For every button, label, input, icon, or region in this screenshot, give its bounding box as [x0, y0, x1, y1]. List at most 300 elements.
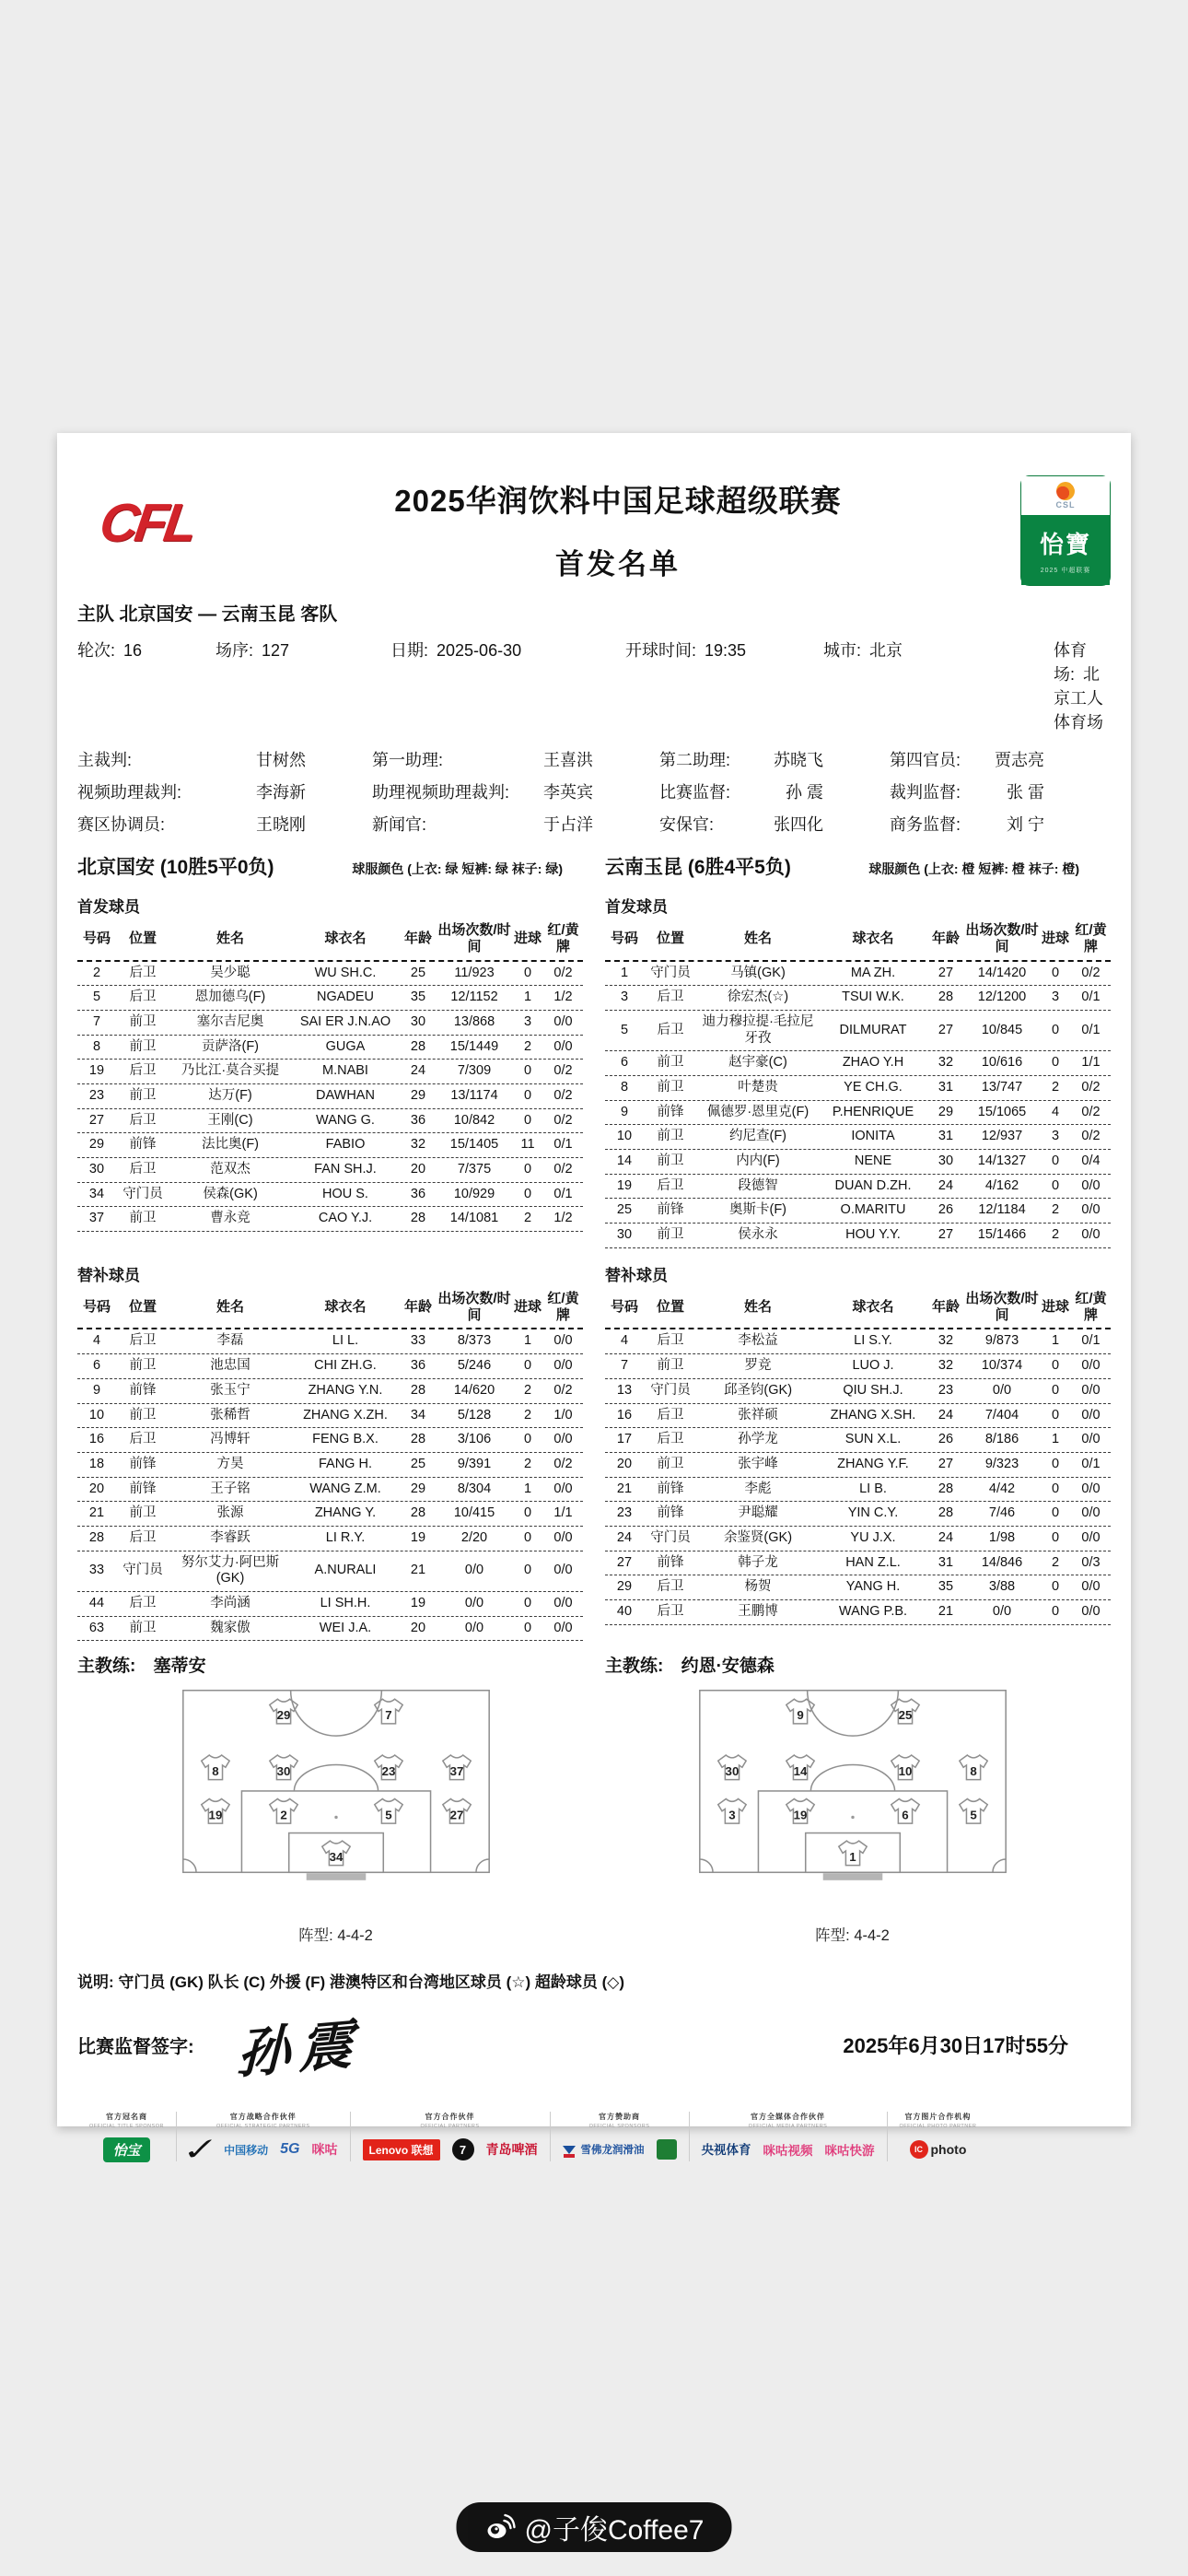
roster-header-cell: 姓名: [215, 1298, 244, 1315]
player-cell: CAO Y.J.: [318, 1211, 373, 1226]
official-name: 于占洋: [543, 815, 593, 834]
player-cell: HAN Z.L.: [845, 1554, 901, 1570]
player-cell: 14/1081: [449, 1211, 499, 1226]
player-cell: 0/2: [1081, 1129, 1101, 1144]
player-cell: 0: [1051, 1529, 1060, 1545]
player-cell: 31: [938, 1080, 954, 1095]
player-cell: 0: [1051, 1055, 1060, 1071]
player-cell: 0: [523, 1505, 532, 1521]
player-cell: 0/1: [553, 1186, 573, 1201]
player-cell: 14/620: [453, 1382, 495, 1398]
player-cell: 后卫: [129, 1432, 157, 1447]
watermark-text: @子俊Coffee7: [524, 2515, 705, 2546]
migugame-logo: 咪咕快游: [824, 2144, 875, 2159]
info-label: 开球时间:: [625, 641, 697, 660]
player-cell: 前锋: [657, 1202, 684, 1218]
sponsor-strip: [77, 2112, 1111, 2168]
player-cell: 守门员: [650, 1382, 691, 1398]
official-role: 主裁判:: [77, 751, 133, 769]
player-cell: 贡萨洛(F): [201, 1038, 259, 1054]
player-cell: 10/929: [453, 1186, 495, 1201]
player-row: [605, 1076, 1111, 1101]
info-label: 体育场:: [1054, 641, 1087, 684]
player-cell: 后卫: [129, 965, 157, 980]
official-name: 苏晓飞: [774, 751, 823, 769]
jersey-number: 14: [793, 1764, 807, 1779]
player-cell: 36: [410, 1112, 426, 1128]
jersey-number: 7: [384, 1708, 392, 1723]
cfl-logo-text: CFL: [96, 492, 197, 553]
player-cell: 前卫: [129, 1088, 157, 1104]
player-cell: 前卫: [657, 1227, 684, 1243]
player-cell: NENE: [854, 1153, 892, 1169]
player-cell: 5: [92, 989, 101, 1005]
player-cell: 27: [938, 965, 954, 980]
player-cell: 守门员: [650, 1529, 691, 1545]
jersey-number: 5: [969, 1808, 977, 1822]
player-cell: FENG B.X.: [312, 1432, 379, 1447]
player-cell: 余鉴贤(GK): [723, 1529, 793, 1545]
team-header-row: [77, 852, 1111, 880]
player-cell: SUN X.L.: [844, 1432, 902, 1447]
home-formation: [77, 1686, 594, 1945]
player-cell: 2: [523, 1456, 532, 1471]
player-row: [605, 1600, 1111, 1625]
player-cell: WANG P.B.: [838, 1604, 908, 1619]
player-cell: 4: [620, 1333, 629, 1349]
player-cell: 0/2: [553, 1162, 573, 1177]
player-cell: 0/0: [553, 1620, 573, 1635]
player-cell: 3/88: [988, 1579, 1016, 1595]
player-row: [77, 986, 583, 1011]
player-cell: 0/0: [553, 1563, 573, 1578]
jersey-number: 5: [384, 1808, 392, 1822]
player-row: [77, 1453, 583, 1478]
player-cell: 奥斯卡(F): [728, 1202, 786, 1218]
sponsor-group: [887, 2112, 989, 2161]
official-role: 助理视频助理裁判:: [372, 783, 510, 802]
player-cell: 前卫: [129, 1620, 157, 1635]
roster-header-cell: 年龄: [403, 1298, 432, 1315]
player-row: [77, 1379, 583, 1404]
player-cell: 冯博轩: [210, 1432, 250, 1447]
player-cell: 前卫: [129, 1358, 157, 1374]
player-cell: 24: [938, 1177, 954, 1193]
player-cell: 0: [523, 1088, 532, 1104]
player-cell: 李彪: [744, 1481, 772, 1496]
player-cell: 12/1200: [977, 989, 1027, 1005]
player-cell: 7/309: [457, 1063, 492, 1079]
sheet-header: [77, 472, 1111, 586]
player-cell: 0/0: [1081, 1358, 1101, 1374]
roster-header-cell: 红/黄牌: [1075, 922, 1107, 955]
player-cell: 13: [616, 1382, 633, 1398]
player-cell: 0/0: [1081, 1177, 1101, 1193]
sponsor-group: [550, 2112, 689, 2161]
player-cell: 27: [938, 1022, 954, 1037]
yibao-tagline: 2025 中超联赛: [1040, 567, 1091, 574]
player-cell: 0/2: [1081, 1104, 1101, 1119]
player-row: [77, 1617, 583, 1642]
player-cell: 后卫: [657, 1022, 684, 1037]
player-cell: 王子铭: [210, 1481, 250, 1496]
jersey-number: 8: [211, 1764, 219, 1779]
player-cell: 25: [410, 965, 426, 980]
player-cell: 32: [410, 1137, 426, 1153]
official-role: 新闻官:: [372, 815, 427, 834]
player-row: [77, 1133, 583, 1158]
away-subs-table: [605, 1289, 1111, 1642]
player-cell: 28: [938, 1481, 954, 1496]
away-team-name: 云南玉昆 (6胜4平5负): [605, 857, 791, 878]
csl-badge-text: CSL: [1055, 500, 1076, 509]
player-row: [605, 1527, 1111, 1551]
player-row: [605, 1354, 1111, 1379]
player-cell: 0: [1051, 1604, 1060, 1619]
player-cell: 23: [616, 1505, 633, 1521]
player-cell: ZHANG Y.F.: [837, 1456, 909, 1471]
player-cell: 0: [1051, 965, 1060, 980]
miguvideo-logo: 咪咕视频: [763, 2144, 813, 2159]
player-cell: 1/1: [1081, 1055, 1101, 1071]
player-cell: 2: [1051, 1227, 1060, 1243]
player-cell: 0/0: [1081, 1227, 1101, 1243]
player-cell: 0/0: [553, 1529, 573, 1545]
player-cell: 10: [88, 1407, 105, 1423]
info-label: 轮次:: [77, 641, 116, 660]
player-cell: 29: [410, 1481, 426, 1496]
sponsor-group-label: 官方全媒体合作伙伴: [751, 2113, 826, 2122]
player-cell: MA ZH.: [850, 965, 896, 980]
player-cell: 16: [616, 1407, 633, 1423]
jersey-number: 23: [381, 1764, 395, 1779]
chevron-logo: 雪佛龙润滑油: [563, 2142, 645, 2157]
sponsor-group: [176, 2112, 350, 2168]
player-cell: 李睿跃: [210, 1529, 250, 1545]
player-cell: 0/0: [553, 1358, 573, 1374]
csl-yibao-badge: [1020, 475, 1111, 586]
player-cell: 0: [1051, 1153, 1060, 1169]
official-role: 安保官:: [659, 815, 715, 834]
greenbox-logo: [657, 2139, 677, 2160]
player-cell: TSUI W.K.: [842, 989, 904, 1005]
player-cell: 26: [938, 1202, 954, 1218]
player-cell: 0/1: [1081, 1456, 1101, 1471]
fiveg-logo: 5G: [280, 2141, 300, 2158]
player-cell: 0: [523, 965, 532, 980]
player-cell: 0/0: [1081, 1432, 1101, 1447]
player-cell: 14/1420: [977, 965, 1027, 980]
page-title: 2025华润饮料中国足球超级联赛: [394, 484, 842, 518]
roster-header-cell: 进球: [1041, 1298, 1069, 1315]
jersey-number: 30: [276, 1764, 290, 1779]
player-cell: 0/2: [553, 1063, 573, 1079]
player-cell: YU J.X.: [850, 1529, 896, 1545]
home-team-header: [77, 852, 594, 880]
player-row: [605, 1125, 1111, 1150]
sponsor-group-label: 官方冠名商: [106, 2113, 147, 2122]
player-cell: ZHANG X.SH.: [830, 1407, 916, 1423]
player-cell: 守门员: [650, 965, 691, 980]
player-row: [605, 1329, 1111, 1354]
player-cell: 12/1152: [450, 989, 498, 1005]
player-cell: 18: [88, 1456, 105, 1471]
player-cell: 36: [410, 1358, 426, 1374]
sponsor-group: [689, 2112, 887, 2161]
player-cell: 7/404: [984, 1407, 1019, 1423]
player-cell: 10: [616, 1129, 633, 1144]
info-value: 2025-06-30: [437, 641, 522, 660]
official-cell: [890, 747, 1111, 771]
player-cell: 13/868: [453, 1013, 495, 1029]
player-cell: 前锋: [129, 1456, 157, 1471]
roster-header-row: [77, 1289, 583, 1330]
jersey-number: 29: [276, 1708, 290, 1723]
roster-header-cell: 姓名: [743, 1298, 772, 1315]
player-cell: 24: [410, 1063, 426, 1079]
player-cell: 守门员: [122, 1563, 163, 1578]
player-cell: 0/0: [464, 1620, 484, 1635]
player-cell: 31: [938, 1554, 954, 1570]
roster-header-cell: 球衣名: [324, 931, 367, 947]
home-starters-table: [77, 920, 583, 1248]
player-cell: 前卫: [657, 1055, 684, 1071]
info-value: 127: [262, 641, 290, 660]
jersey-number: 2: [279, 1808, 287, 1822]
player-cell: 13/1174: [450, 1088, 498, 1104]
match-info-row: [77, 638, 1111, 733]
player-cell: LI L.: [332, 1333, 359, 1349]
player-cell: 0/0: [992, 1604, 1012, 1619]
player-cell: LI S.Y.: [854, 1333, 892, 1349]
signature-label: 比赛监督签字:: [77, 2036, 194, 2057]
player-cell: 4/42: [988, 1481, 1016, 1496]
player-cell: 0: [1051, 1456, 1060, 1471]
player-cell: 9/391: [457, 1456, 492, 1471]
weibo-icon: [484, 2512, 516, 2543]
player-cell: 7: [620, 1358, 629, 1374]
info-item: [625, 638, 823, 733]
player-row: [605, 1379, 1111, 1404]
player-cell: LI B.: [859, 1481, 887, 1496]
player-cell: 0: [523, 1162, 532, 1177]
away-subs-title: 替补球员: [605, 1266, 668, 1284]
home-subs-table: [77, 1289, 583, 1642]
player-cell: 0/1: [1081, 1022, 1101, 1037]
player-cell: 1: [523, 1481, 532, 1496]
player-cell: 段德智: [738, 1177, 778, 1193]
player-cell: 0: [523, 1432, 532, 1447]
player-cell: 1/2: [553, 989, 573, 1005]
player-cell: 44: [88, 1596, 105, 1610]
player-cell: 1/2: [553, 1211, 573, 1226]
cmcc-logo: 中国移动: [224, 2143, 269, 2157]
official-name: 李英宾: [543, 783, 593, 802]
player-cell: 孙学龙: [738, 1432, 778, 1447]
home-team-name: 北京国安 (10胜5平0负): [77, 857, 274, 878]
player-cell: 8/304: [457, 1481, 492, 1496]
roster-header-cell: 球衣名: [324, 1298, 367, 1315]
player-cell: 8: [620, 1080, 629, 1095]
player-cell: 0: [523, 1596, 532, 1610]
player-cell: 0/1: [1081, 1333, 1101, 1349]
player-cell: 21: [410, 1563, 426, 1578]
jersey-number: 6: [901, 1808, 909, 1822]
jersey-number: 19: [793, 1808, 807, 1822]
home-kit-colors: 球服颜色 (上衣: 绿 短裤: 绿 袜子: 绿): [352, 861, 563, 876]
player-cell: HOU S.: [322, 1186, 368, 1201]
player-row: [605, 1011, 1111, 1051]
player-cell: 前锋: [657, 1554, 684, 1570]
player-cell: 21: [938, 1604, 954, 1619]
csl-badge-bottom: [1021, 515, 1110, 585]
player-cell: 2: [523, 1038, 532, 1054]
player-row: [605, 986, 1111, 1011]
lineup-sheet: [57, 433, 1131, 2168]
legend-note: 说明: 守门员 (GK) 队长 (C) 外援 (F) 港澳特区和台湾地区球员 (☆) 超龄球员 (◇): [77, 1973, 624, 1992]
player-cell: YE CH.G.: [844, 1080, 903, 1095]
player-cell: 0/0: [1081, 1505, 1101, 1521]
player-cell: 24: [938, 1407, 954, 1423]
sponsor-logos: [89, 2137, 164, 2161]
player-row: [605, 1101, 1111, 1126]
player-cell: SAI ER J.N.AO: [299, 1013, 391, 1029]
away-pitch-diagram: [695, 1686, 1010, 1912]
player-cell: 32: [938, 1055, 954, 1071]
signature-datetime: 2025年6月30日17时55分: [843, 2033, 1068, 2057]
player-cell: 8/186: [984, 1432, 1019, 1447]
player-cell: 2: [523, 1407, 532, 1423]
player-cell: 0/0: [1081, 1202, 1101, 1218]
player-cell: 0/0: [1081, 1529, 1101, 1545]
player-cell: GUGA: [325, 1038, 366, 1054]
player-cell: 1: [620, 965, 629, 980]
player-cell: 叶楚贵: [738, 1080, 778, 1095]
official-name: 刘 宁: [1006, 815, 1044, 834]
player-cell: 29: [938, 1104, 954, 1119]
info-item: [215, 638, 390, 733]
sponsor-group-sublabel: OFFICIAL PARTNERS: [420, 2124, 480, 2130]
player-cell: 0/2: [553, 1382, 573, 1398]
official-name: 张四化: [774, 815, 823, 834]
player-cell: 23: [938, 1382, 954, 1398]
info-item: [1054, 638, 1111, 733]
roster-header-cell: 年龄: [931, 1298, 960, 1315]
player-cell: 前卫: [657, 1129, 684, 1144]
player-cell: 0: [523, 1063, 532, 1079]
player-cell: 14: [616, 1153, 633, 1169]
jersey-number: 10: [898, 1764, 912, 1779]
player-cell: 10/842: [453, 1112, 495, 1128]
official-name: 孙 震: [785, 783, 823, 802]
official-name: 王晓刚: [256, 815, 306, 834]
player-cell: 前锋: [129, 1481, 157, 1496]
player-cell: 27: [938, 1456, 954, 1471]
sponsor-group: [77, 2112, 176, 2161]
player-cell: 后卫: [657, 989, 684, 1005]
player-cell: FABIO: [325, 1137, 366, 1153]
player-row: [605, 1051, 1111, 1076]
player-cell: 前卫: [129, 1505, 157, 1521]
official-role: 比赛监督:: [659, 783, 731, 802]
player-cell: 32: [938, 1333, 954, 1349]
player-row: [77, 1502, 583, 1527]
starters-title-row: [77, 894, 1111, 917]
nike-logo: ✓: [181, 2131, 220, 2168]
player-cell: 后卫: [129, 1162, 157, 1177]
player-cell: 1: [523, 1333, 532, 1349]
player-cell: 20: [88, 1481, 105, 1496]
player-cell: 达万(F): [208, 1088, 252, 1104]
player-cell: P.HENRIQUE: [832, 1104, 914, 1119]
player-row: [77, 1060, 583, 1084]
roster-header-cell: 进球: [513, 1298, 542, 1315]
migu-logo: 咪咕: [311, 2142, 338, 2158]
info-label: 场序:: [215, 641, 254, 660]
player-cell: LUO J.: [852, 1358, 894, 1374]
player-row: [605, 1224, 1111, 1248]
player-cell: 11: [520, 1137, 535, 1153]
player-cell: 33: [410, 1333, 426, 1349]
roster-header-cell: 球衣名: [852, 931, 894, 947]
player-cell: 15/1065: [977, 1104, 1027, 1119]
away-coach-label: 主教练:: [605, 1657, 664, 1677]
player-cell: 8/373: [457, 1333, 492, 1349]
player-cell: 李磊: [216, 1333, 244, 1349]
player-cell: 20: [616, 1456, 633, 1471]
player-cell: 28: [410, 1382, 426, 1398]
info-item: [77, 638, 215, 733]
player-row: [77, 1207, 583, 1232]
sponsor-group-label: 官方图片合作机构: [904, 2113, 972, 2122]
official-name: 李海新: [256, 783, 306, 802]
player-cell: 63: [88, 1620, 105, 1635]
player-cell: 后卫: [657, 1604, 684, 1619]
player-row: [605, 1150, 1111, 1175]
yibao-logo: 怡宝: [103, 2137, 149, 2162]
player-cell: 0/0: [553, 1013, 573, 1029]
player-cell: 0: [1051, 1022, 1060, 1037]
player-cell: 28: [938, 989, 954, 1005]
player-cell: LI R.Y.: [325, 1529, 366, 1545]
player-cell: 恩加德乌(F): [194, 989, 266, 1005]
player-cell: ZHANG Y.: [314, 1505, 377, 1521]
player-cell: 0: [1051, 1407, 1060, 1423]
player-cell: 16: [88, 1432, 105, 1447]
player-cell: 11/923: [454, 965, 495, 980]
roster-header-cell: 出场次数/时间: [965, 1290, 1039, 1324]
player-row: [77, 1404, 583, 1429]
player-cell: 0/4: [1081, 1153, 1101, 1169]
player-cell: 1: [1051, 1432, 1060, 1447]
csl-badge-top: [1021, 476, 1110, 515]
icphoto-logo: IC photo: [910, 2140, 967, 2159]
player-cell: 10/415: [453, 1505, 495, 1521]
matchup-line: 主队 北京国安 — 云南玉昆 客队: [77, 604, 338, 625]
player-cell: 0/0: [1081, 1579, 1101, 1595]
player-cell: 15/1449: [449, 1038, 499, 1054]
player-cell: 27: [938, 1227, 954, 1243]
player-cell: 12/937: [981, 1129, 1023, 1144]
player-cell: 7/375: [457, 1162, 492, 1177]
ea-logo: 7: [452, 2138, 474, 2160]
player-cell: 21: [616, 1481, 633, 1496]
official-role: 视频助理裁判:: [77, 783, 182, 802]
player-cell: 魏家傲: [210, 1620, 250, 1635]
official-cell: [372, 812, 659, 836]
yibao-brand-text: 怡寶: [1039, 530, 1091, 558]
player-cell: 侯森(GK): [203, 1186, 258, 1201]
